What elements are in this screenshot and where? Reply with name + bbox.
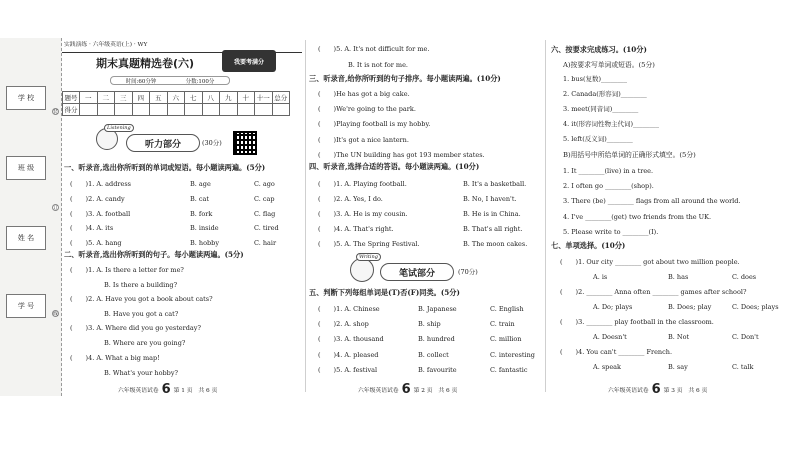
option-b: B. fork: [190, 209, 213, 218]
score-cell[interactable]: [202, 104, 220, 116]
listening-badge: Listening: [104, 124, 134, 132]
score-cell[interactable]: [220, 104, 238, 116]
score-cell[interactable]: [237, 104, 255, 116]
listening-points: (30分): [202, 139, 222, 147]
score-cell[interactable]: [255, 104, 273, 116]
option-a: ( )3. A. thousand: [318, 335, 384, 344]
listening-part-label: 听力部分: [126, 134, 200, 152]
section-7-title: 七、单项选择。(10分): [551, 241, 626, 250]
table-header-cell: 十一: [255, 92, 273, 104]
list-item: ( )Playing football is my hobby.: [318, 120, 431, 129]
q2-5-option-b: B. It is not for me.: [348, 61, 408, 69]
footer-text: 第 3 页 共 6 页: [663, 388, 708, 394]
exam-stamp: [222, 50, 276, 72]
option-b: B. That's all right.: [463, 225, 523, 233]
option-b: B. Have you got a cat?: [104, 310, 179, 319]
exam-title: 期末真题精选卷(六): [96, 57, 195, 70]
fill-blank-item: 5. left(反义词)________: [563, 135, 633, 143]
table-header-cell: 题号: [63, 92, 80, 104]
option-b: B. ship: [418, 320, 441, 329]
pencil-mascot-icon: [350, 258, 374, 282]
option-c: C. ago: [254, 180, 275, 188]
section-4-title: 四、听录音,选择合适的答语。每小题读两遍。(10分): [309, 162, 480, 171]
option-a: ( )1. A. Playing football.: [318, 180, 407, 188]
option-a: ( )3. A. He is my cousin.: [318, 210, 408, 218]
option-b: B. has: [668, 273, 689, 281]
stamp-text: 我要考满分: [233, 58, 264, 66]
table-header-cell: 一: [80, 92, 98, 104]
fill-blank-item: 2. I often go ________(shop).: [563, 182, 654, 191]
option-b: B. Where are you going?: [104, 339, 186, 348]
column-divider: [545, 40, 546, 392]
option-b: B. Does; play: [668, 303, 712, 311]
list-item: ( )It's got a nice lantern.: [318, 135, 409, 144]
table-header-cell: 五: [150, 92, 168, 104]
table-header-cell: 四: [132, 92, 150, 104]
fill-blank-item: 3. There (be) ________ flags from all around the world.: [563, 197, 741, 206]
name-field[interactable]: 姓 名: [6, 226, 46, 250]
option-b: B. It's a basketball.: [463, 180, 527, 188]
score-cell[interactable]: [167, 104, 185, 116]
option-a: ( )4. A. That's right.: [318, 225, 394, 233]
column-divider: [305, 40, 306, 392]
option-b: B. favourite: [418, 365, 457, 374]
fill-blank-item: 5. Please write to ________(I).: [563, 227, 659, 236]
school-field[interactable]: 学 校: [6, 86, 46, 110]
option-b: B. cat: [190, 194, 210, 203]
fill-blank-item: 4. it(形容词性物主代词)________: [563, 120, 660, 128]
option-b: B. The moon cakes.: [463, 240, 528, 248]
table-header-cell: 十: [237, 92, 255, 104]
score-cell[interactable]: [132, 104, 150, 116]
option-a: ( )1. A. address: [70, 180, 131, 188]
score-cell[interactable]: [272, 104, 290, 116]
list-item: ( )We're going to the park.: [318, 105, 416, 114]
option-c: C. cap: [254, 194, 275, 203]
option-b: B. say: [668, 363, 688, 371]
option-b: B. Not: [668, 333, 690, 341]
option-b: B. No, I haven't.: [463, 195, 517, 203]
question: ( )3. ________ play football in the classroom.: [560, 318, 714, 326]
table-header-cell: 六: [167, 92, 185, 104]
footer-text: 六年级英语试卷: [608, 388, 649, 394]
student-number-field[interactable]: 学 号: [6, 294, 46, 318]
writing-badge: Writing: [356, 253, 381, 261]
score-cell[interactable]: [97, 104, 115, 116]
grade-number: 6: [401, 382, 411, 397]
option-c: C. flag: [254, 209, 276, 218]
option-b: B. Japanese: [418, 305, 457, 313]
option-a: ( )3. A. Where did you go yesterday?: [70, 324, 201, 333]
footer-text: 第 1 页 共 6 页: [173, 388, 218, 394]
section-1-title: 一、听录音,选出你所听到的单词或短语。每小题读两遍。(5分): [64, 163, 266, 172]
option-c: C. train: [490, 320, 515, 329]
option-a: A. Do; plays: [593, 303, 633, 311]
score-table: [62, 91, 290, 116]
section-2-title: 二、听录音,选出你所听到的句子。每小题读两遍。(5分): [64, 250, 244, 259]
option-a: ( )1. A. Chinese: [318, 305, 380, 313]
table-row: [63, 104, 290, 116]
fill-blank-item: 1. bus(复数)________: [563, 75, 628, 83]
question: ( )2. ________ Anna often ________ games after school?: [560, 288, 747, 296]
footer-text: 六年级英语试卷: [118, 388, 159, 394]
binding-margin: [0, 38, 62, 396]
footer-text: 六年级英语试卷: [358, 388, 399, 394]
option-c: C. English: [490, 305, 524, 313]
page-footer: [608, 382, 707, 397]
section-6-part-a: A)按要求写单词或短语。(5分): [563, 61, 655, 69]
option-a: ( )4. A. its: [70, 224, 114, 233]
score-cell[interactable]: [185, 104, 203, 116]
grade-number: 6: [161, 382, 171, 397]
list-item: ( )He has got a big cake.: [318, 90, 410, 98]
binding-mark: 线: [53, 311, 58, 317]
footer-text: 第 2 页 共 6 页: [413, 388, 458, 394]
table-header-cell: 八: [202, 92, 220, 104]
class-field[interactable]: 班 级: [6, 156, 46, 180]
option-c: C. hair: [254, 239, 277, 248]
writing-part-label: 笔试部分: [380, 263, 454, 281]
score-cell[interactable]: [80, 104, 98, 116]
option-b: B. age: [190, 180, 211, 188]
binding-mark: 订: [53, 205, 58, 211]
fill-blank-item: 1. It ________(live) in a tree.: [563, 167, 654, 175]
option-a: ( )5. A. festival: [318, 365, 378, 374]
option-a: ( )5. A. The Spring Festival.: [318, 240, 420, 248]
score-cell[interactable]: [150, 104, 168, 116]
series-label: 实践演练 · 六年级英语(上) · WY: [64, 42, 148, 48]
option-c: C. million: [490, 335, 522, 344]
table-header-cell: 九: [220, 92, 238, 104]
qr-code-icon[interactable]: [233, 131, 257, 155]
option-a: A. Doesn't: [593, 333, 627, 341]
section-3-title: 三、听录音,给你所听到的句子排序。每小题读两遍。(10分): [309, 74, 501, 83]
option-a: ( )3. A. football: [70, 209, 131, 218]
option-b: B. collect: [418, 350, 449, 359]
option-a: ( )5. A. hang: [70, 239, 122, 248]
fill-blank-item: 4. I've ________(get) two friends from the UK.: [563, 212, 712, 221]
time-score-bar: [110, 76, 230, 85]
option-a: ( )2. A. shop: [318, 320, 369, 329]
page-footer: [118, 382, 217, 397]
option-a: A. speak: [593, 363, 621, 371]
option-b: B. hobby: [190, 239, 220, 248]
option-b: B. What's your hobby?: [104, 368, 178, 377]
option-c: C. Don't: [732, 333, 759, 341]
option-b: B. hundred: [418, 335, 455, 344]
page-footer: [358, 382, 457, 397]
question: ( )4. You can't ________ French.: [560, 348, 673, 356]
option-a: ( )2. A. Have you got a book about cats?: [70, 295, 213, 304]
question: ( )1. Our city ________ got about two million people.: [560, 258, 740, 266]
option-a: ( )1. A. Is there a letter for me?: [70, 266, 184, 274]
table-header-cell: 三: [115, 92, 133, 104]
option-c: C. Does; plays: [732, 303, 779, 311]
option-c: C. interesting: [490, 350, 535, 359]
fill-blank-item: 2. Canada(形容词)________: [563, 90, 647, 98]
fill-blank-item: 3. meet(同音词)________: [563, 105, 639, 113]
exam-score: 分数:100分: [185, 78, 215, 85]
writing-points: (70分): [458, 268, 478, 276]
list-item: ( )The UN building has got 193 member states.: [318, 150, 485, 159]
option-a: ( )4. A. pleased: [318, 350, 379, 359]
option-c: C. does: [732, 273, 757, 281]
option-a: ( )2. A. Yes, I do.: [318, 195, 383, 203]
table-header-cell: 二: [97, 92, 115, 104]
option-c: C. tired: [254, 224, 279, 233]
section-5-title: 五、判断下列每组单词是(T)否(F)同类。(5分): [309, 288, 460, 297]
option-a: ( )4. A. What a big map!: [70, 353, 160, 362]
q2-5-option-a: ( )5. A. It's not difficult for me.: [318, 45, 430, 53]
exam-time: 时间:60分钟: [125, 78, 157, 85]
table-row-label: 得分: [63, 104, 80, 116]
table-row: [63, 92, 290, 104]
option-a: A. is: [593, 273, 608, 281]
table-header-cell: 总分: [272, 92, 290, 104]
table-header-cell: 七: [185, 92, 203, 104]
option-c: C. fantastic: [490, 365, 528, 374]
option-b: B. He is in China.: [463, 210, 521, 218]
option-b: B. inside: [190, 224, 219, 233]
binding-mark: 装: [53, 109, 58, 115]
score-cell[interactable]: [115, 104, 133, 116]
grade-number: 6: [651, 382, 661, 397]
option-b: B. Is there a building?: [104, 281, 178, 289]
section-6-part-b: B)用括号中所给单词的正确形式填空。(5分): [563, 151, 696, 159]
option-c: C. talk: [732, 363, 754, 371]
section-6-title: 六、按要求完成练习。(10分): [551, 45, 647, 54]
option-a: ( )2. A. candy: [70, 194, 125, 203]
